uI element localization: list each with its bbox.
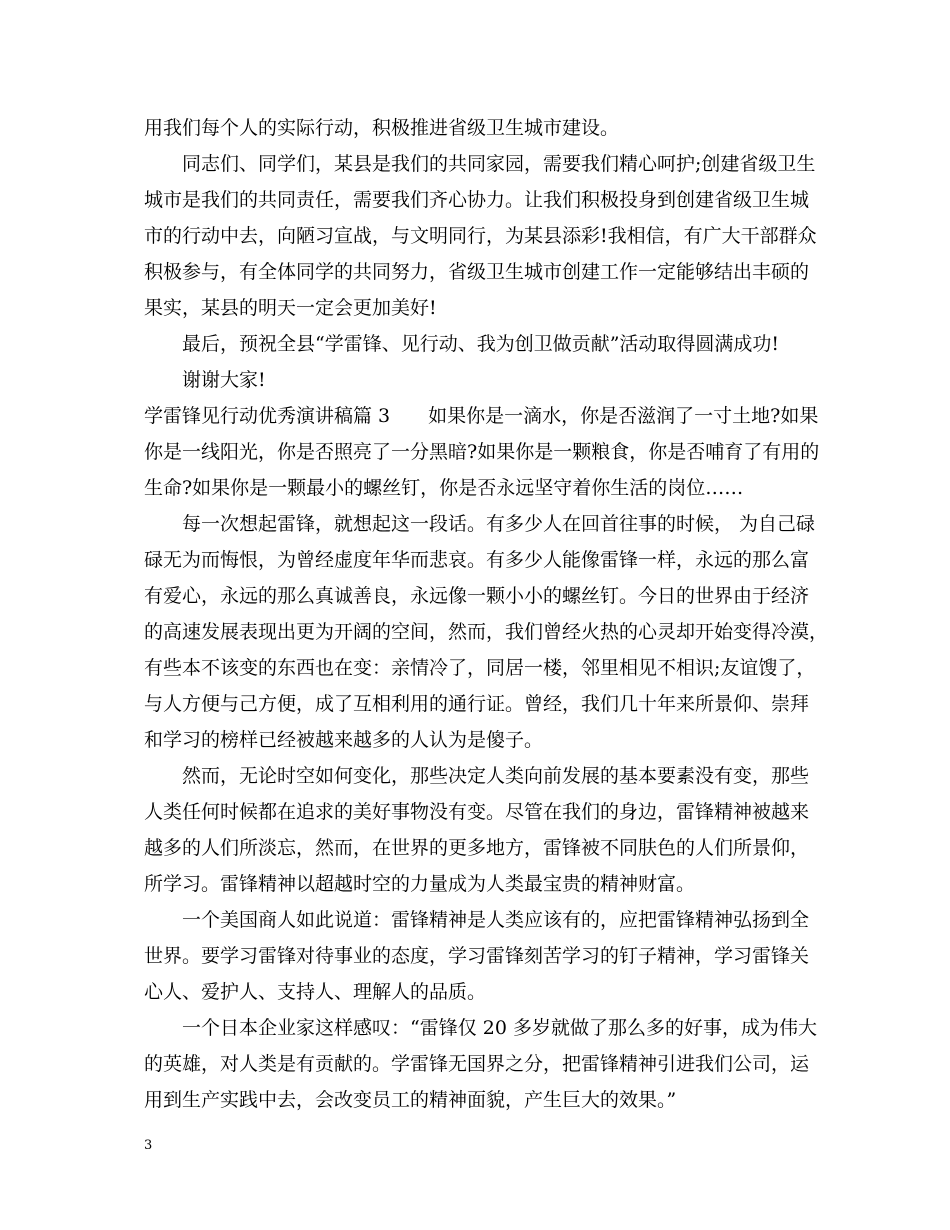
text-line: 有些本不该变的东西也在变：亲情冷了，同居一楼，邻里相见不相识;友谊馊了， bbox=[144, 657, 816, 679]
text-line: 用我们每个人的实际行动，积极推进省级卫生城市建设。 bbox=[144, 117, 620, 139]
text-line: 谢谢大家! bbox=[144, 369, 266, 391]
text-line: 一个美国商人如此说道：雷锋精神是人类应该有的，应把雷锋精神弘扬到全 bbox=[144, 909, 810, 931]
text-line: 你是一线阳光，你是否照亮了一分黑暗?如果你是一颗粮食，你是否哺育了有用的 bbox=[144, 441, 820, 463]
text-line: 的英雄，对人类是有贡献的。学雷锋无国界之分，把雷锋精神引进我们公司，运 bbox=[144, 1053, 810, 1075]
text-line: 心人、爱护人、支持人、理解人的品质。 bbox=[144, 981, 487, 1003]
text-line: 用到生产实践中去，会改变员工的精神面貌，产生巨大的效果。” bbox=[144, 1089, 677, 1111]
text-line: 生命?如果你是一颗最小的螺丝钉，你是否永远坚守着你生活的岗位…… bbox=[144, 477, 744, 499]
text-line: 与人方便与己方便，成了互相利用的通行证。曾经，我们几十年来所景仰、崇拜 bbox=[144, 693, 810, 715]
text-line: 有爱心，永远的那么真诚善良，永远像一颗小小的螺丝钉。今日的世界由于经济 bbox=[144, 585, 810, 607]
text-line: 每一次想起雷锋，就想起这一段话。有多少人在回首往事的时候， 为自己碌 bbox=[144, 513, 816, 535]
text-line: 和学习的榜样已经被越来越多的人认为是傻子。 bbox=[144, 729, 544, 751]
text-line: 积极参与，有全体同学的共同努力，省级卫生城市创建工作一定能够结出丰硕的 bbox=[144, 261, 810, 283]
text-line: 的高速发展表现出更为开阔的空间，然而，我们曾经火热的心灵却开始变得冷漠， bbox=[144, 621, 829, 643]
text-line: 然而，无论时空如何变化，那些决定人类向前发展的基本要素没有变，那些 bbox=[144, 765, 810, 787]
text-line: 世界。要学习雷锋对待事业的态度，学习雷锋刻苦学习的钉子精神，学习雷锋关 bbox=[144, 945, 810, 967]
text-line: 一个日本企业家这样感叹：“雷锋仅 20 多岁就做了那么多的好事，成为伟大 bbox=[144, 1017, 817, 1039]
text-line: 城市是我们的共同责任，需要我们齐心协力。让我们积极投身到创建省级卫生城 bbox=[144, 189, 810, 211]
text-line: 人类任何时候都在追求的美好事物没有变。尽管在我们的身边，雷锋精神被越来 bbox=[144, 801, 810, 823]
text-line: 碌无为而悔恨，为曾经虚度年华而悲哀。有多少人能像雷锋一样，永远的那么富 bbox=[144, 549, 810, 571]
text-line: 果实，某县的明天一定会更加美好! bbox=[144, 297, 437, 319]
page-number: 3 bbox=[144, 1138, 153, 1153]
text-line: 所学习。雷锋精神以超越时空的力量成为人类最宝贵的精神财富。 bbox=[144, 873, 696, 895]
text-line: 最后，预祝全县“学雷锋、见行动、我为创卫做贡献”活动取得圆满成功! bbox=[144, 333, 780, 355]
text-line: 市的行动中去，向陋习宣战，与文明同行，为某县添彩!我相信，有广大干部群众 bbox=[144, 225, 817, 247]
text-line: 同志们、同学们，某县是我们的共同家园，需要我们精心呵护;创建省级卫生 bbox=[144, 153, 816, 175]
section-heading-line: 学雷锋见行动优秀演讲稿篇 3 如果你是一滴水，你是否滋润了一寸土地?如果 bbox=[144, 405, 819, 427]
text-line: 越多的人们所淡忘，然而，在世界的更多地方，雷锋被不同肤色的人们所景仰， bbox=[144, 837, 810, 859]
